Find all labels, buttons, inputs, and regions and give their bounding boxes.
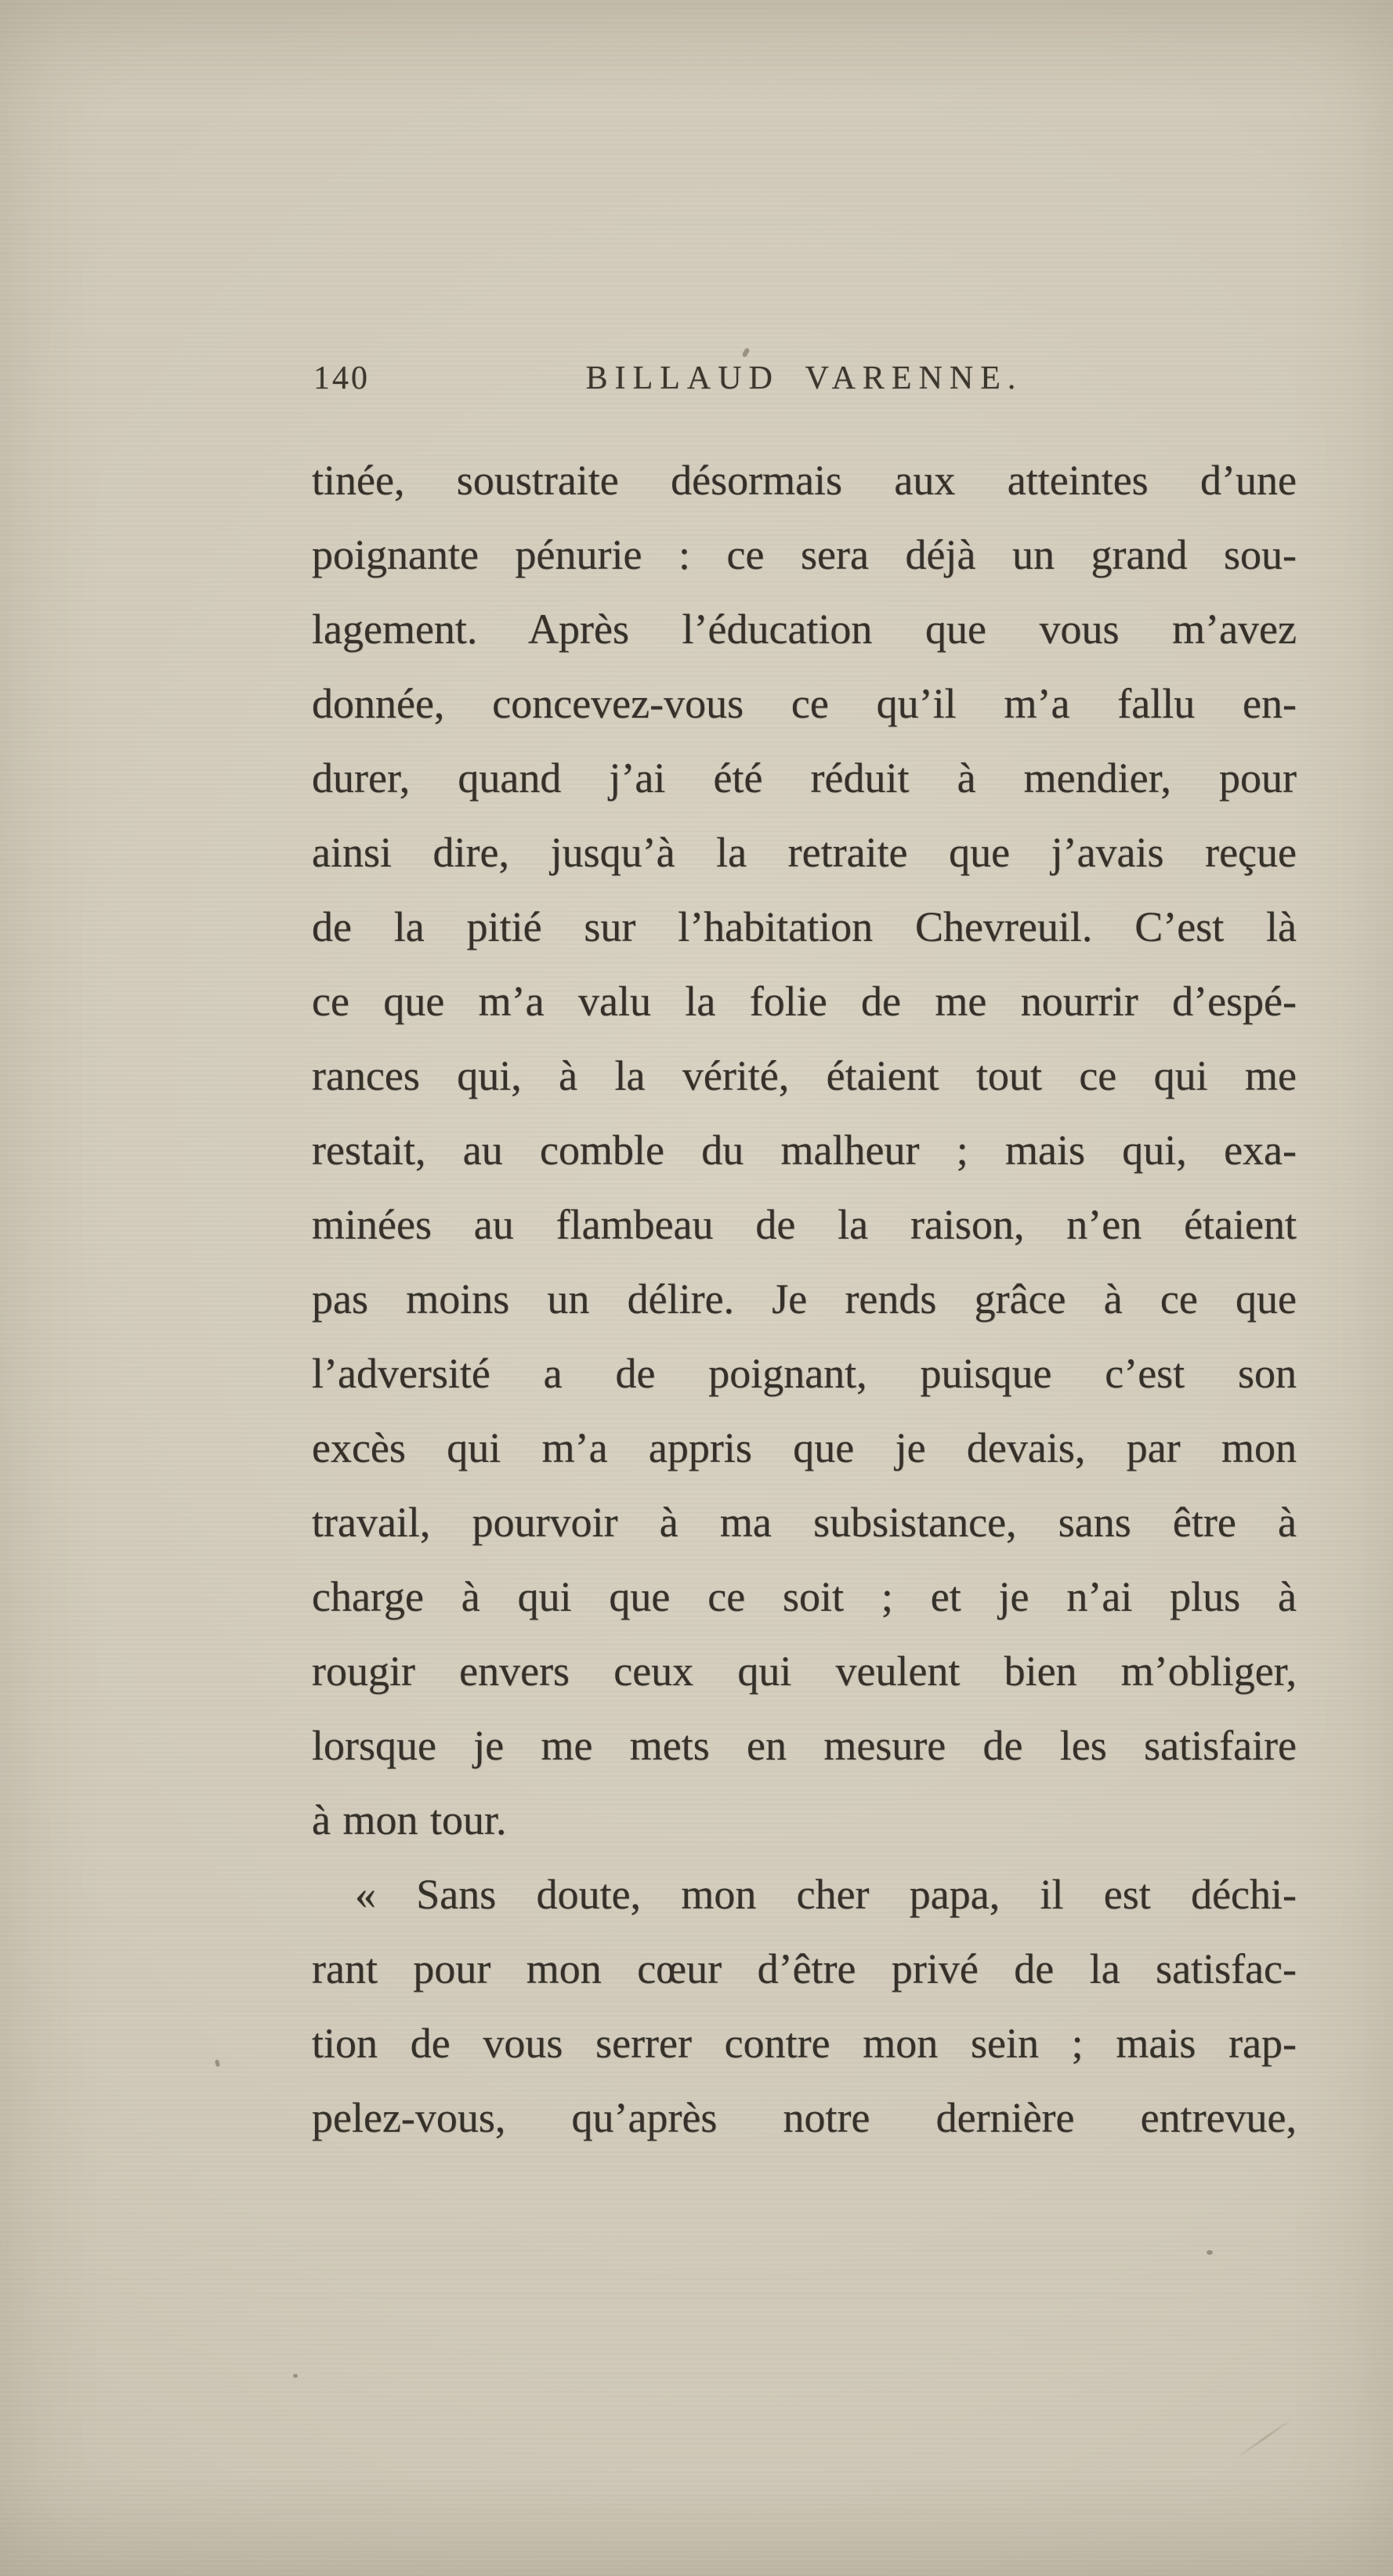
text-line: excès qui m’a appris que je devais, par mon [312, 1424, 1297, 1471]
paper-crease [1236, 2416, 1294, 2458]
text-line: tion de vous serrer contre mon sein ; mais rap- [312, 2020, 1297, 2067]
text-line: rougir envers ceux qui veulent bien m’obliger, [312, 1648, 1297, 1695]
text-line: rances qui, à la vérité, étaient tout ce qui me [312, 1052, 1297, 1099]
text-line: pelez-vous, qu’après notre dernière entrevue, [312, 2094, 1297, 2141]
text-line: « Sans doute, mon cher papa, il est déchi- [355, 1871, 1297, 1918]
page-header [312, 359, 1297, 406]
text-line: de la pitié sur l’habitation Chevreuil. C’est là [312, 903, 1297, 950]
page-number: 140 [313, 360, 370, 396]
text-line: pas moins un délire. Je rends grâce à ce que [312, 1275, 1297, 1322]
page-text [312, 443, 1297, 2155]
text-line: tinée, soustraite désormais aux atteintes d’une [312, 457, 1297, 504]
text-line: travail, pourvoir à ma subsistance, sans être à [312, 1499, 1297, 1546]
text-line: à mon tour. [312, 1796, 507, 1843]
text-line: lagement. Après l’éducation que vous m’avez [312, 606, 1297, 653]
text-line: ce que m’a valu la folie de me nourrir d’espé- [312, 978, 1297, 1025]
paper-speck [215, 2060, 220, 2068]
text-line: poignante pénurie : ce sera déjà un grand sou- [312, 531, 1297, 578]
text-line: lorsque je me mets en mesure de les satisfaire [312, 1722, 1297, 1769]
paper-speck [293, 2374, 298, 2378]
text-line: l’adversité a de poignant, puisque c’est son [312, 1350, 1297, 1397]
text-line: durer, quand j’ai été réduit à mendier, pour [312, 754, 1297, 801]
text-line: rant pour mon cœur d’être privé de la satisfac- [312, 1945, 1297, 1992]
text-line: restait, au comble du malheur ; mais qui, exa- [312, 1127, 1297, 1174]
text-line: charge à qui que ce soit ; et je n’ai plus à [312, 1573, 1297, 1620]
paper-speck [1207, 2250, 1213, 2255]
text-line: ainsi dire, jusqu’à la retraite que j’avais reçue [312, 829, 1297, 876]
text-line: donnée, concevez-vous ce qu’il m’a fallu en- [312, 680, 1297, 727]
text-line: minées au flambeau de la raison, n’en étaient [312, 1201, 1297, 1248]
running-title: BILLAUD VARENNE. [585, 360, 1023, 396]
paper-speck [742, 347, 751, 357]
